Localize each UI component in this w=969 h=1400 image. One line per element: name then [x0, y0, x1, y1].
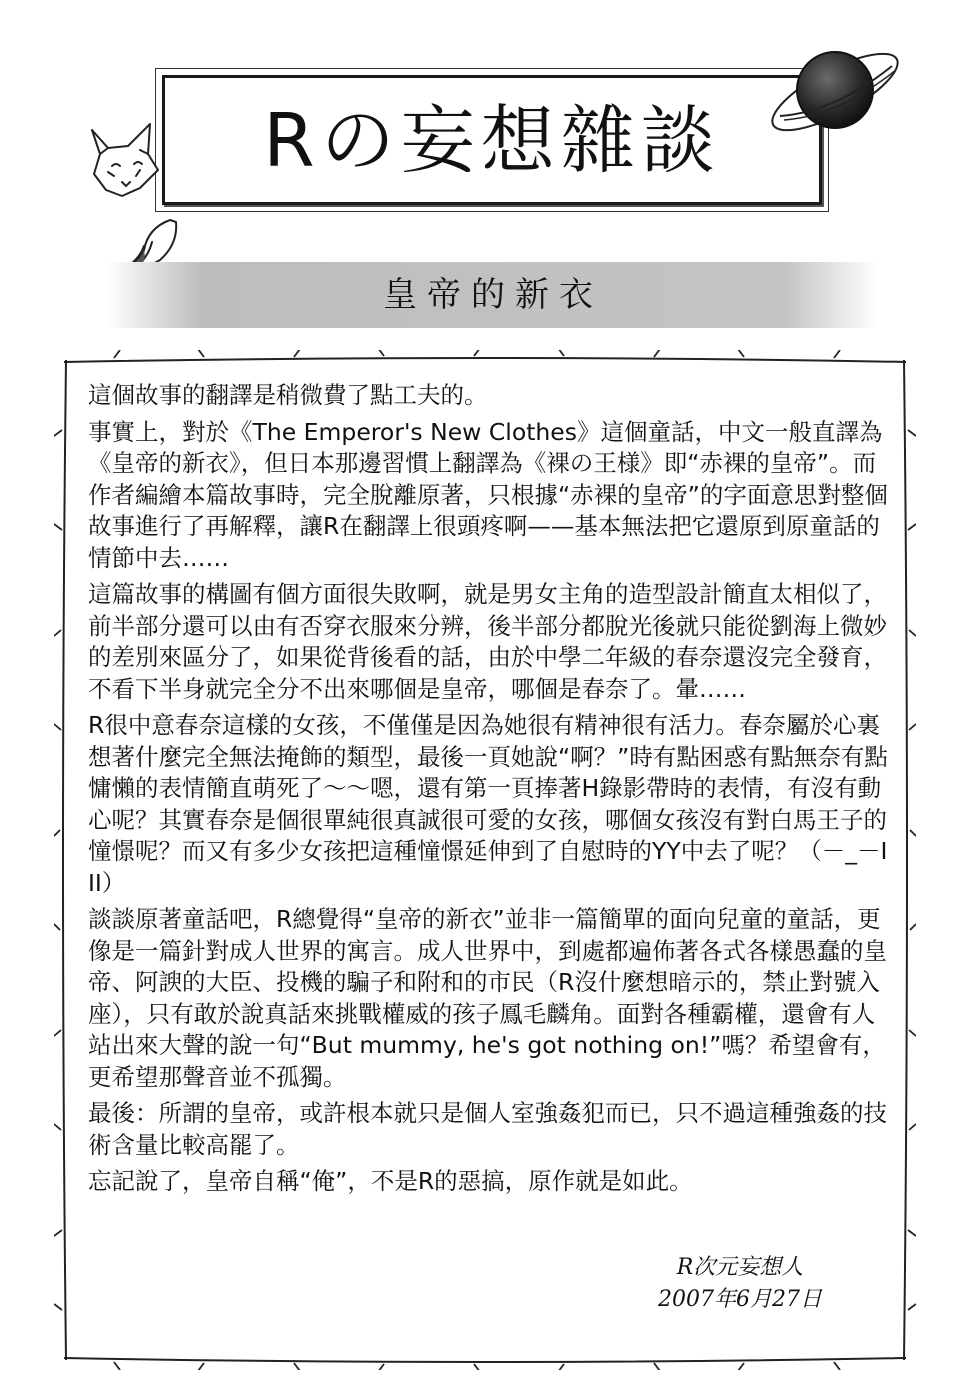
- paragraph-5: 談談原著童話吧，R總覺得“皇帝的新衣”並非一篇簡單的面向兒童的童話，更像是一篇針對成人世界的寓言。成人世界中，到處都遍佈著各式各樣愚蠢的皇帝、阿諛的大臣、投機的騙子和附和的市民（R沒什麼想暗示的，禁止對號入座），只有敢於說真話來挑戰權威的孩子鳳毛麟角。面對各種霸權，還會有人站出來大聲的說一句“But mummy, he's got nothing on!”嗎？希望會有，更希望那聲音並不孤獨。: [88, 905, 887, 1091]
- paragraph-3: 這篇故事的構圖有個方面很失敗啊，就是男女主角的造型設計簡直太相似了，前半部分還可以由有否穿衣服來分辨，後半部分都脫光後就只能從劉海上微妙的差別來區分了，如果從背後看的話，由於中學二年級的春奈還沒完全發育，不看下半身就完全分不出來哪個是皇帝，哪個是春奈了。暈……: [88, 580, 887, 703]
- subtitle-bar: [108, 262, 878, 328]
- paragraph-2: 事實上，對於《The Emperor's New Clothes》這個童話，中文一般直譯為《皇帝的新衣》，但日本那邊習慣上翻譯為《裸の王様》即“赤裸的皇帝”。而作者編繪本篇故事時，完全脫離原著，只根據“赤裸的皇帝”的字面意思對整個故事進行了再解釋，讓R在翻譯上很頭疼啊——基本無法把它還原到原童話的情節中去……: [88, 417, 888, 572]
- signature-date: 2007年6月27日: [658, 1287, 822, 1312]
- article-body: [88, 380, 888, 1203]
- subtitle: 皇帝的新衣: [383, 275, 603, 315]
- planet-illustration: [760, 20, 910, 160]
- fox-illustration: [78, 110, 188, 275]
- paragraph-6: 最後：所謂的皇帝，或許根本就只是個人室強姦犯而已，只不過這種強姦的技術含量比較高罷了。: [88, 1099, 887, 1159]
- paragraph-7: 忘記說了，皇帝自稱“俺”，不是R的惡搞，原作就是如此。: [88, 1167, 693, 1195]
- page-title: Rの妄想雜談: [263, 98, 721, 184]
- signature: [640, 1252, 840, 1316]
- signature-author: R次元妄想人: [676, 1255, 804, 1280]
- paragraph-4: R很中意春奈這樣的女孩，不僅僅是因為她很有精神很有活力。春奈屬於心裏想著什麼完全無法掩飾的類型，最後一頁她說“啊？”時有點困惑有點無奈有點慵懶的表情簡直萌死了～～嗯，還有第一頁捧著H錄影帶時的表情，有沒有動心呢？其實春奈是個很單純很真誠很可愛的女孩，哪個女孩沒有對白馬王子的憧憬呢？而又有多少女孩把這種憧憬延伸到了自慰時的YY中去了呢？（－_－III）: [88, 711, 888, 897]
- title-box: [162, 75, 822, 205]
- paragraph-1: 這個故事的翻譯是稍微費了點工夫的。: [88, 381, 488, 409]
